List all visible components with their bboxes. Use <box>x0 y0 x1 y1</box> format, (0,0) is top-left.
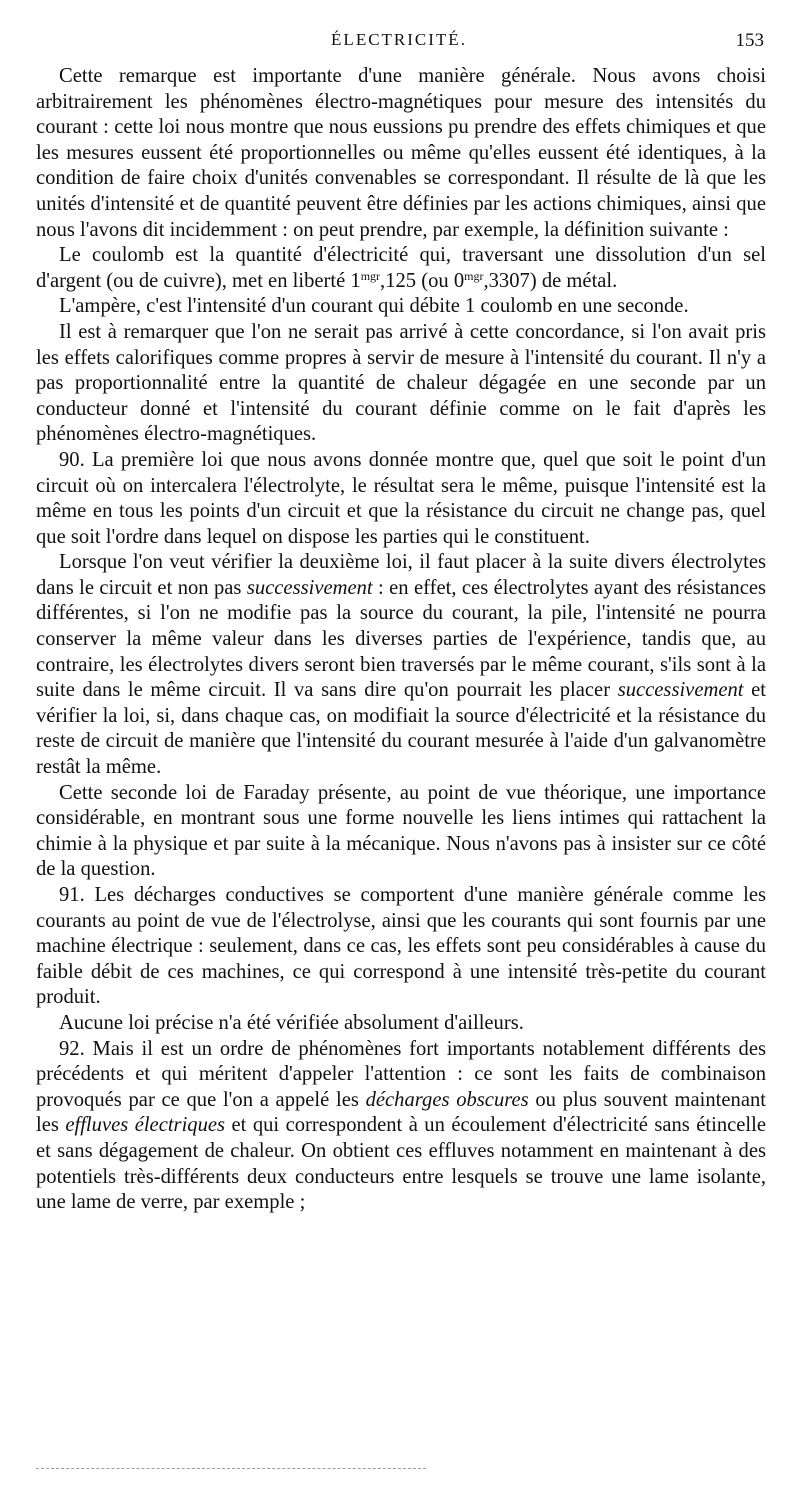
paragraph-text: Mais il est un ordre de phénomènes fort importants notablement différents des précédents et qui méritent d'appeler l'attention : ce sont les faits de combinaison provoqués par ce que l'on a appelé les <box>36 1037 766 1111</box>
unit-superscript: mgr <box>464 268 484 283</box>
section-number: 90. <box>59 448 85 471</box>
paragraph-text: Aucune loi précise n'a été vérifiée absolument d'ailleurs. <box>59 1011 524 1034</box>
page-number: 153 <box>735 30 764 51</box>
paragraph-section-90 <box>36 448 766 550</box>
emphasis-text: successivement <box>617 679 744 702</box>
paragraph-remarque <box>36 64 766 243</box>
section-number: 91. <box>59 884 85 906</box>
paragraph-loi-faraday <box>36 781 766 883</box>
paragraph-effets-calorifiques <box>36 320 766 448</box>
paragraph-text: L'ampère, c'est l'intensité d'un courant qui débite 1 coulomb en une seconde. <box>59 295 689 318</box>
paragraph-section-91 <box>36 883 766 1011</box>
paragraph-aucune-loi <box>36 1011 766 1037</box>
footer-rule <box>36 1468 426 1469</box>
paragraph-text: ,125 (ou 0 <box>380 269 465 292</box>
paragraph-text: Cette seconde loi de Faraday présente, au point de vue théorique, une importance considérable, en montrant sous une forme nouvelle les liens intimes qui rattachent la chimie à la physique et par suite à la mécanique. Nous n'avons pas à insister sur ce côté de la question. <box>36 781 766 881</box>
paragraph-text: Il est à remarquer que l'on ne serait pas arrivé à cette concordance, si l'on avait pris les effets calorifiques comme propres à servir de mesure à l'intensité du courant. Il n'y a pas proportionnalité entre la quantité de chaleur dégagée en une seconde par un conducteur donné et l'intensité du courant définie comme on le fait d'après les phénomènes électro-magnétiques. <box>36 320 766 446</box>
paragraph-text: Le coulomb est la quantité d'électricité qui, traversant une dissolution d'un sel d'argent (ou de cuivre), met en liberté 1 <box>36 244 766 292</box>
paragraph-text: Lorsque l'on veut vérifier la deuxième loi, il faut placer à la suite divers électrolytes dans le circuit et non pas <box>36 551 766 599</box>
emphasis-text: successivement <box>246 576 373 599</box>
running-title: ÉLECTRICITÉ. <box>331 30 467 49</box>
unit-superscript: mgr <box>360 268 381 283</box>
paragraph-ampere-definition <box>36 294 766 320</box>
paragraph-text: ou plus souvent maintenant les <box>36 1088 766 1137</box>
paragraph-section-92 <box>36 1037 766 1216</box>
paragraph-text: Les décharges conductives se comportent d'une manière générale comme les courants au point de vue de l'électrolyse, ainsi que les courants qui sont fournis par une machine électrique : seulement, dans ce cas, les effets sont peu considérables à cause du faible débit de ces machines, ce qui correspond à une intensité très-petite du courant produit. <box>36 884 766 1009</box>
section-number: 92. <box>59 1037 85 1060</box>
paragraph-text: : en effet, ces électrolytes ayant des résistances différentes, si l'on ne modifie pas la source du courant, la pile, l'intensité ne pourra conserver la même valeur dans les diverses parties de l'expérience, tandis que, au contraire, les électrolytes divers seront bien traversés par le même courant, s'ils sont à la suite dans le même circuit. Il va sans dire qu'on pourrait les placer <box>36 576 766 702</box>
paragraph-deuxieme-loi <box>36 550 766 780</box>
paragraph-coulomb-definition <box>36 243 766 294</box>
running-header <box>34 28 764 54</box>
paragraph-text: et vérifier la loi, si, dans chaque cas, on modifiait la source d'électricité et la résistance du reste de circuit de manière que l'intensité du courant mesurée à l'aide d'un galvanomètre restât la même. <box>36 679 767 779</box>
paragraph-text: Cette remarque est importante d'une manière générale. Nous avons choisi arbitrairement les phénomènes électro-magnétiques pour mesure des intensités du courant : cette loi nous montre que nous eussions pu prendre des effets chimiques et que les mesures eussent été proportionnelles ou même qu'elles eussent été identiques, à la condition de faire choix d'unités convenables se correspondant. Il résulte de là que les unités d'intensité et de quantité peuvent être définies par les actions chimiques, ainsi que nous l'avons dit incidemment : on peut prendre, par exemple, la définition suivante : <box>36 65 766 241</box>
emphasis-text: effluves électriques <box>65 1114 226 1137</box>
paragraph-text: La première loi que nous avons donnée montre que, quel que soit le point d'un circuit où on intercalera l'électrolyte, le résultat sera le même, puisque l'intensité est la même en tous les points d'un circuit et que la résistance du circuit ne change pas, quel que soit l'ordre dans lequel on dispose les parties qui le constituent. <box>36 448 766 548</box>
body-text <box>36 64 766 1216</box>
paragraph-text: ,3307) de métal. <box>483 269 618 292</box>
paragraph-text: et qui correspondent à un écoulement d'électricité sans étincelle et sans dégagement de chaleur. On obtient ces effluves notamment en maintenant à des potentiels très-différents deux conducteurs entre lesquels se trouve une lame isolante, une lame de verre, par exemple ; <box>36 1114 766 1214</box>
emphasis-text: décharges obscures <box>365 1088 529 1111</box>
